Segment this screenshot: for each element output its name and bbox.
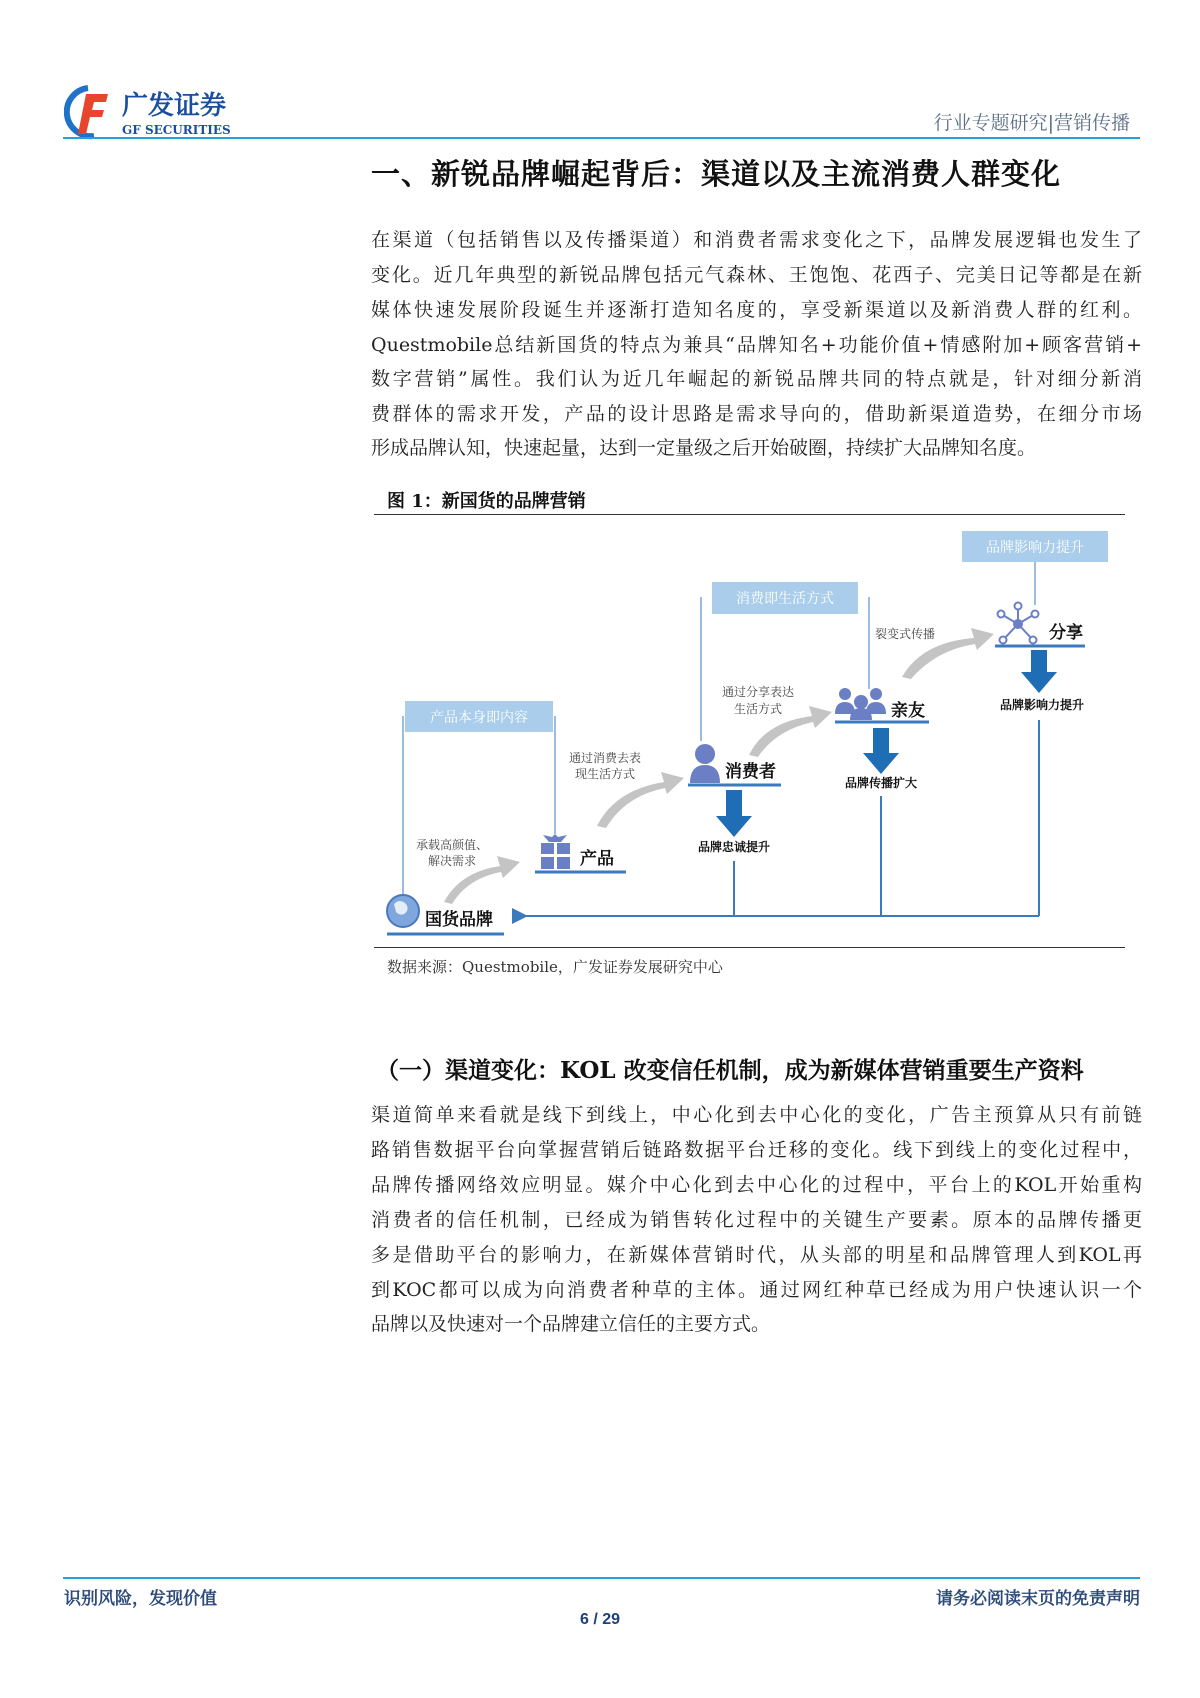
paragraph-line: 在渠道（包括销售以及传播渠道）和消费者需求变化之下，品牌发展逻辑也发生了 — [371, 229, 1142, 251]
network-share-icon — [998, 603, 1039, 644]
paragraph-line: 费群体的需求开发，产品的设计思路是需求导向的，借助新渠道造势，在细分市场 — [371, 403, 1142, 425]
down-arrow-icon — [1021, 650, 1057, 693]
report-category: 行业专题研究|营销传播 — [933, 112, 1130, 134]
transition-label: 裂变式传播 — [874, 627, 936, 641]
logo-en-text: GF SECURITIES — [122, 123, 231, 137]
subsection-heading: （一）渠道变化：KOL 改变信任机制，成为新媒体营销重要生产资料 — [376, 1057, 1084, 1084]
figure-caption: 图 1：新国货的品牌营销 — [387, 491, 586, 512]
paragraph-line: 消费者的信任机制，已经成为销售转化过程中的关键生产要素。原本的品牌传播更 — [371, 1209, 1142, 1231]
paragraph-line: 渠道简单来看就是线下到线上，中心化到去中心化的变化，广告主预算从只有前链 — [371, 1104, 1142, 1126]
feedback-lines — [524, 720, 1039, 916]
progression-arrows — [444, 628, 994, 904]
transition-label: 通过分享表达 — [721, 685, 795, 699]
node-friends — [835, 688, 929, 790]
node-label: 产品 — [580, 849, 614, 869]
node-label: 国货品牌 — [425, 910, 493, 930]
transition-label: 通过消费去表 — [568, 751, 642, 765]
transition-label: 承载高颜值、 — [415, 838, 489, 852]
node-share — [995, 603, 1085, 713]
outcome-label: 品牌忠诚提升 — [697, 840, 771, 854]
node-label: 分享 — [1049, 623, 1083, 643]
outcome-label: 品牌影响力提升 — [999, 698, 1085, 712]
footer-slogan: 识别风险，发现价值 — [64, 1589, 217, 1609]
node-label: 亲友 — [891, 701, 925, 721]
logo-cn-text: 广发证券 — [122, 91, 227, 121]
paragraph-line: 路销售数据平台向掌握营销后链路数据平台迁移的变化。线下到线上的变化过程中， — [371, 1139, 1142, 1161]
paragraph-line: 数字营销”属性。我们认为近几年崛起的新锐品牌共同的特点就是，针对细分新消 — [371, 368, 1142, 390]
node-consumer — [688, 744, 781, 854]
person-icon — [690, 744, 720, 783]
figure-bottom-rule — [374, 947, 1125, 948]
paragraph-line: 品牌传播网络效应明显。媒介中心化到去中心化的过程中，平台上的KOL开始重构 — [371, 1174, 1142, 1196]
figure-source: 数据来源：Questmobile，广发证券发展研究中心 — [387, 958, 723, 976]
down-arrow-icon — [716, 790, 752, 837]
paragraph-line: 多是借助平台的影响力，在新媒体营销时代，从头部的明星和品牌管理人到KOL再 — [371, 1244, 1142, 1266]
page-number: 6 / 29 — [579, 1611, 621, 1628]
paragraph-line: 到KOC都可以成为向消费者种草的主体。通过网红种草已经成为用户快速认识一个 — [371, 1279, 1142, 1301]
box-content-label: 产品本身即内容 — [430, 710, 528, 726]
section-title: 一、新锐品牌崛起背后：渠道以及主流消费人群变化 — [371, 157, 1062, 191]
paragraph-line: 变化。近几年典型的新锐品牌包括元气森林、王饱饱、花西子、完美日记等都是在新 — [371, 264, 1142, 286]
transition-label: 生活方式 — [733, 702, 783, 716]
box-lifestyle-label: 消费即生活方式 — [736, 591, 834, 607]
paragraph-line: Questmobile总结新国货的特点为兼具“品牌知名+功能价值+情感附加+顾客营销+ — [371, 334, 1142, 356]
paragraph-line: 品牌以及快速对一个品牌建立信任的主要方式。 — [371, 1313, 771, 1335]
paragraph-line: 形成品牌认知，快速起量，达到一定量级之后开始破圈，持续扩大品牌知名度。 — [371, 437, 1037, 459]
footer-disclaimer-link: 请务必阅读末页的免责声明 — [936, 1589, 1140, 1609]
down-arrow-icon — [863, 728, 899, 774]
transition-label: 现生活方式 — [574, 767, 636, 781]
box-influence-label: 品牌影响力提升 — [986, 540, 1084, 556]
node-product — [535, 834, 626, 872]
node-label: 消费者 — [725, 762, 776, 782]
paragraph-line: 媒体快速发展阶段诞生并逐渐打造知名度的，享受新渠道以及新消费人群的红利。 — [371, 299, 1142, 321]
group-icon — [835, 688, 886, 720]
transition-label: 解决需求 — [427, 854, 477, 868]
outcome-label: 品牌传播扩大 — [844, 776, 918, 790]
gift-icon — [541, 834, 570, 869]
footer-divider — [63, 1577, 1140, 1579]
